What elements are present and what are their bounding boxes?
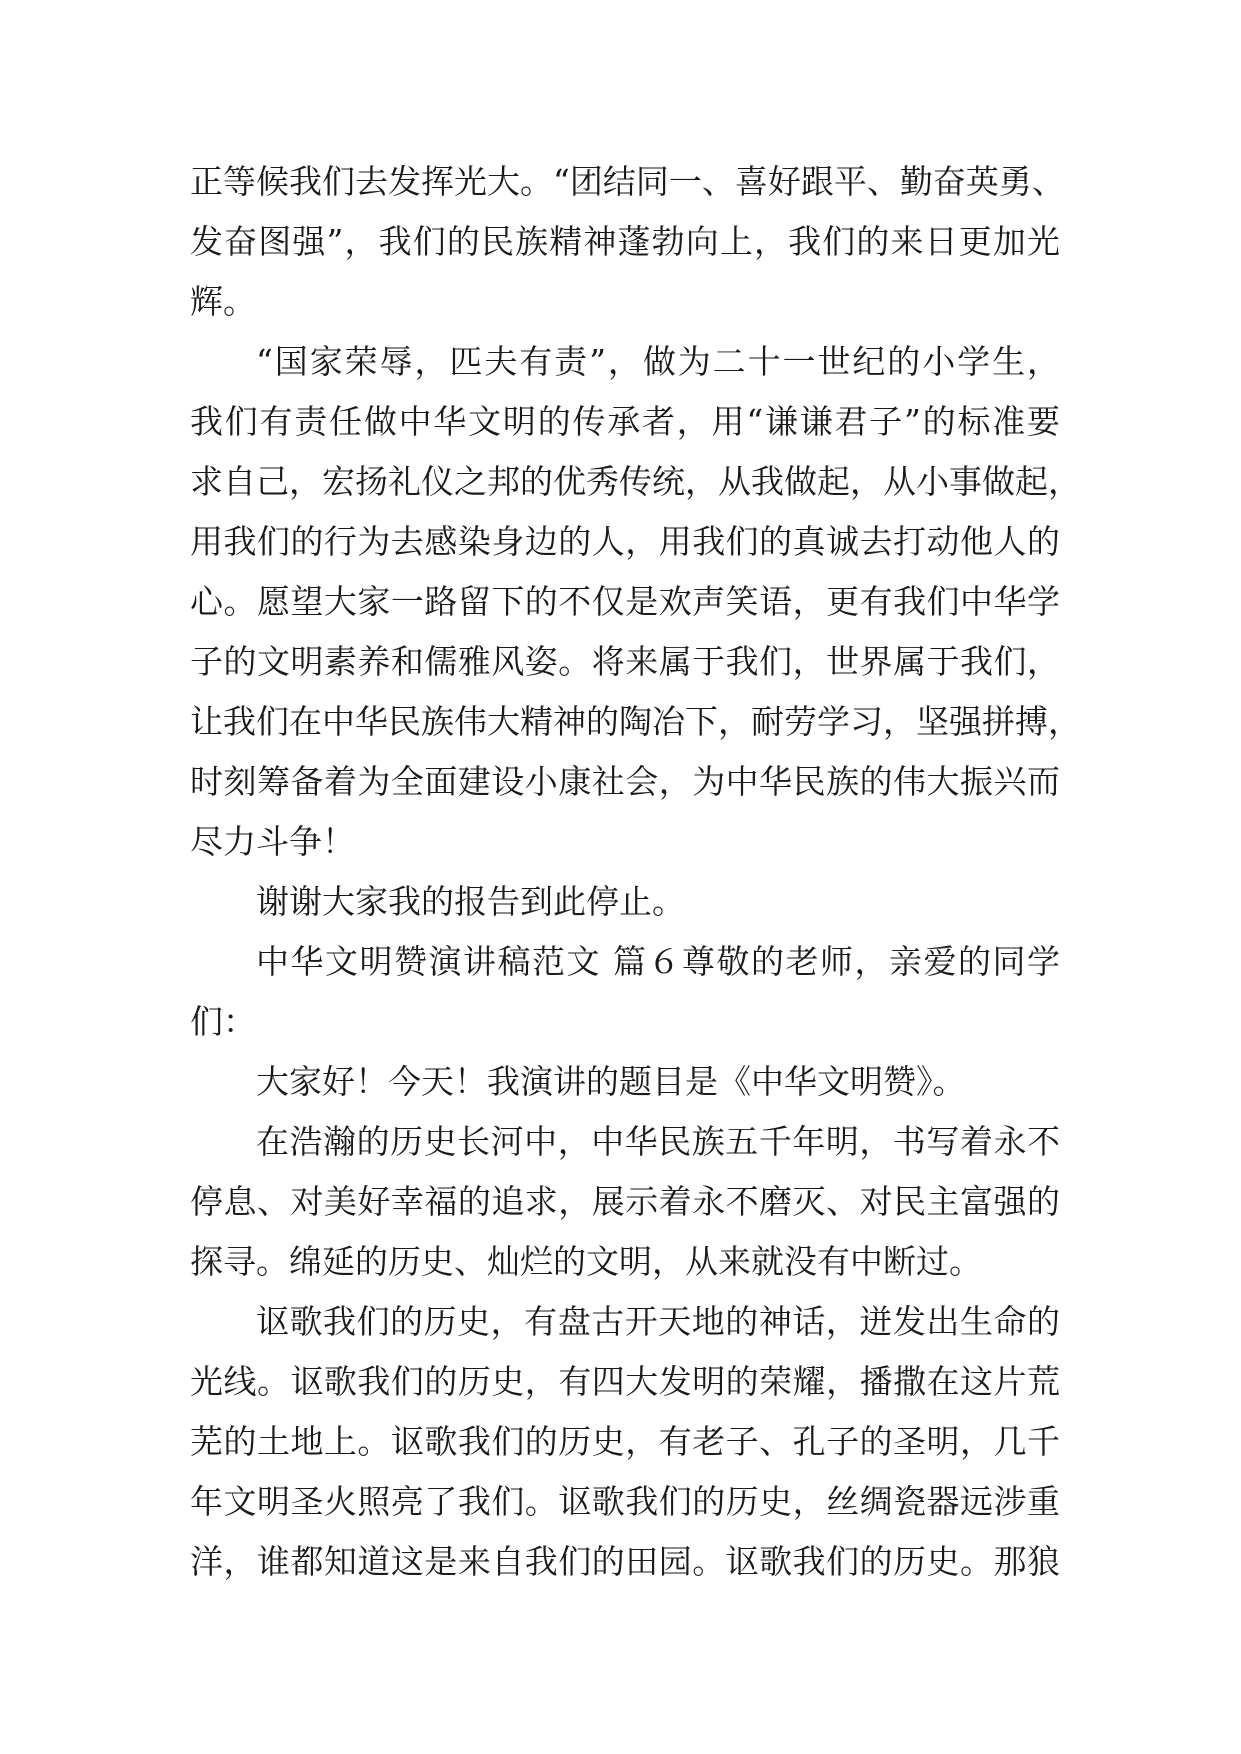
text-line: 心。愿望大家一路留下的不仅是欢声笑语，更有我们中华学 (190, 582, 1060, 621)
text-line: “国家荣辱，匹夫有责”，做为二十一世纪的小学生， (256, 342, 1060, 381)
text-line: 求自己，宏扬礼仪之邦的优秀传统，从我做起，从小事做起， (190, 462, 1081, 501)
text-line: 芜的土地上。讴歌我们的历史，有老子、孔子的圣明，几千 (190, 1422, 1060, 1461)
text-line: 洋，谁都知道这是来自我们的田园。讴歌我们的历史。那狼 (190, 1542, 1060, 1581)
text-line: 辉。 (190, 282, 256, 321)
text-line: 讴歌我们的历史，有盘古开天地的神话，迸发出生命的 (256, 1302, 1060, 1341)
text-line: 在浩瀚的历史长河中，中华民族五千年明，书写着永不 (256, 1122, 1060, 1161)
text-line: 子的文明素养和儒雅风姿。将来属于我们，世界属于我们， (190, 642, 1060, 681)
text-line: 大家好！今天！我演讲的题目是《中华文明赞》。 (256, 1062, 966, 1101)
section-heading-line: 中华文明赞演讲稿范文 篇６尊敬的老师，亲爱的同学 (256, 942, 1060, 981)
text-line: 我们有责任做中华文明的传承者，用“谦谦君子”的标准要 (190, 402, 1060, 441)
text-line: 发奋图强”，我们的民族精神蓬勃向上，我们的来日更加光 (190, 222, 1060, 261)
text-line: 们： (190, 1002, 256, 1041)
text-line: 谢谢大家我的报告到此停止。 (256, 882, 685, 921)
text-line: 光线。讴歌我们的历史，有四大发明的荣耀，播撒在这片荒 (190, 1362, 1060, 1401)
text-line: 尽力斗争！ (190, 822, 355, 861)
document-body (190, 152, 1081, 1592)
text-line: 探寻。绵延的历史、灿烂的文明，从来就没有中断过。 (190, 1242, 982, 1281)
text-line: 用我们的行为去感染身边的人，用我们的真诚去打动他人的 (190, 522, 1060, 561)
text-line: 停息、对美好幸福的追求，展示着永不磨灭、对民主富强的 (190, 1182, 1060, 1221)
text-line: 让我们在中华民族伟大精神的陶冶下，耐劳学习，坚强拼搏， (190, 702, 1081, 741)
text-line: 年文明圣火照亮了我们。讴歌我们的历史，丝绸瓷器远涉重 (190, 1482, 1060, 1521)
text-line: 时刻筹备着为全面建设小康社会，为中华民族的伟大振兴而 (190, 762, 1060, 801)
text-line: 正等候我们去发挥光大。“团结同一、喜好跟平、勤奋英勇、 (190, 162, 1065, 201)
